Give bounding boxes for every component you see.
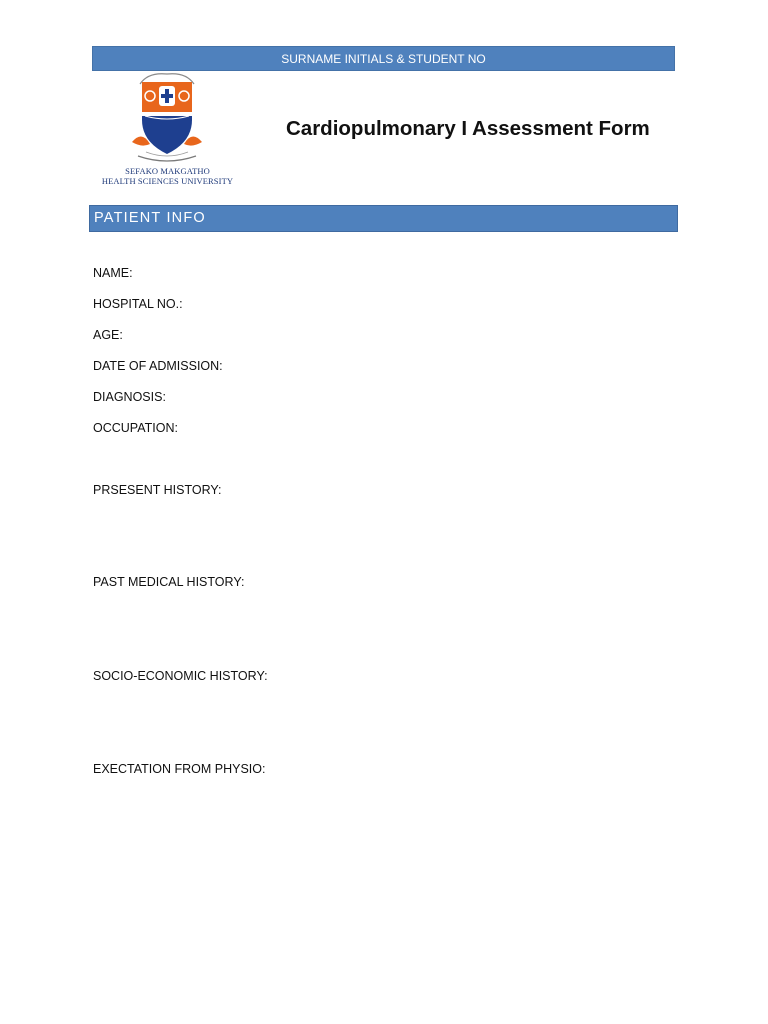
form-title: Cardiopulmonary I Assessment Form: [286, 117, 650, 140]
patient-info-section-header: PATIENT INFO: [89, 205, 678, 232]
occupation-label: OCCUPATION:: [93, 421, 178, 435]
socio-economic-history-label: SOCIO-ECONOMIC HISTORY:: [93, 669, 268, 683]
university-name-line2: HEALTH SCIENCES UNIVERSITY: [101, 176, 234, 186]
present-history-label: PRSESENT HISTORY:: [93, 483, 222, 497]
university-name: [100, 166, 235, 186]
name-label: NAME:: [93, 266, 133, 280]
student-id-header-bar: SURNAME INITIALS & STUDENT NO: [92, 46, 675, 71]
expectation-from-physio-label: EXECTATION FROM PHYSIO:: [93, 762, 266, 776]
date-of-admission-label: DATE OF ADMISSION:: [93, 359, 223, 373]
past-medical-history-label: PAST MEDICAL HISTORY:: [93, 575, 245, 589]
age-label: AGE:: [93, 328, 123, 342]
diagnosis-label: DIAGNOSIS:: [93, 390, 166, 404]
university-logo: [100, 72, 235, 190]
hospital-no-label: HOSPITAL NO.:: [93, 297, 183, 311]
university-name-line1: SEFAKO MAKGATHO: [125, 166, 210, 176]
university-crest-icon: [128, 72, 206, 166]
